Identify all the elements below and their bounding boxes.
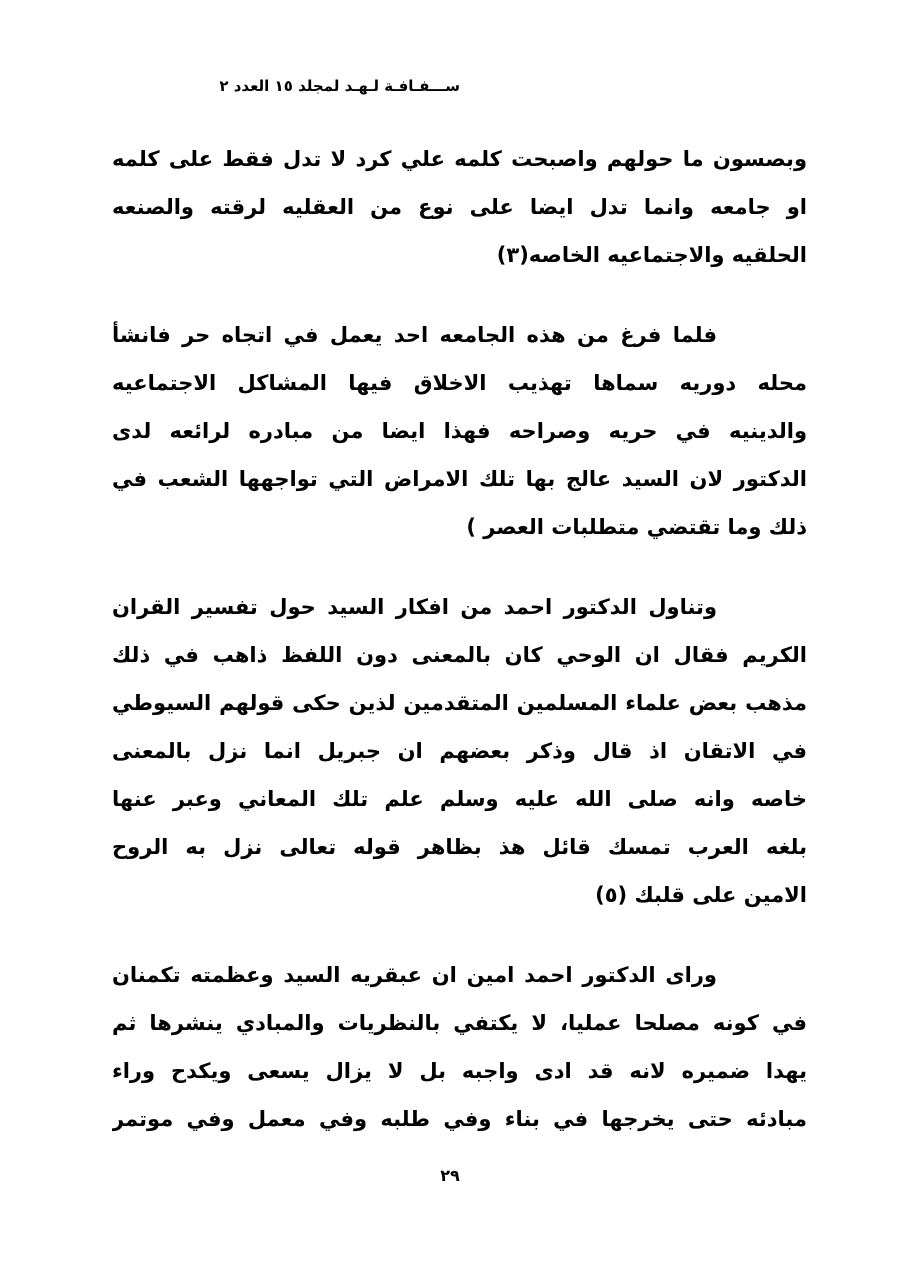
text-line: وتناول الدكتور احمد من افكار السيد حول تفسير القران	[112, 595, 717, 619]
text-line: الامين على قلبك (٥)	[595, 883, 807, 907]
text-line: وراى الدكتور احمد امين ان عبقريه السيد وعظمته تكمنان	[112, 963, 717, 987]
page-number: ٢٩	[440, 1166, 460, 1185]
text-line: وبصسون ما حولهم واصبحت كلمه علي كرد لا تدل فقط على كلمه	[112, 147, 807, 171]
text-line: والدينيه في حريه وصراحه فهذا ايضا من مبادره لرائعه لدى	[112, 419, 807, 443]
text-line: الدكتور لان السيد عالج بها تلك الامراض التي تواجهها الشعب في	[112, 467, 807, 491]
body-text	[112, 135, 807, 1175]
text-line: بلغه العرب تمسك قائل هذ بظاهر قوله تعالى نزل به الروح	[112, 835, 807, 859]
text-line: خاصه وانه صلى الله عليه وسلم علم تلك المعاني وعبر عنها	[112, 787, 807, 811]
text-line: مبادئه حتى يخرجها في بناء وفي طلبه وفي معمل وفي موتمر	[112, 1107, 807, 1131]
text-line: الحلقيه والاجتماعيه الخاصه(٣)	[496, 243, 807, 267]
paragraph-4	[112, 951, 807, 1143]
text-line: في كونه مصلحا عمليا، لا يكتفي بالنظريات والمبادي ينشرها ثم	[112, 1011, 807, 1035]
paragraph-1	[112, 135, 807, 279]
text-line: الكريم فقال ان الوحي كان بالمعنى دون اللفظ ذاهب في ذلك	[112, 643, 807, 667]
text-line: يهدا ضميره لانه قد ادى واجبه بل لا يزال يسعى ويكدح وراء	[112, 1059, 807, 1083]
text-line: فلما فرغ من هذه الجامعه احد يعمل في اتجاه حر فانشأ	[112, 323, 717, 347]
text-line: ذلك وما تقتضي متطلبات العصر )	[466, 515, 807, 539]
paragraph-2	[112, 311, 807, 551]
text-line: محله دوريه سماها تهذيب الاخلاق فيها المشاكل الاجتماعيه	[112, 371, 807, 395]
text-line: او جامعه وانما تدل ايضا على نوع من العقليه لرقته والصنعه	[112, 195, 807, 219]
text-line: في الاتقان اذ قال وذكر بعضهم ان جبريل انما نزل بالمعنى	[112, 739, 807, 763]
running-header: ســـفـافـة لـهـد لمجلد ١٥ العدد ٢	[219, 77, 460, 95]
text-line: مذهب بعض علماء المسلمين المتقدمين لذين حكى قولهم السيوطي	[112, 691, 807, 715]
paragraph-3	[112, 583, 807, 919]
